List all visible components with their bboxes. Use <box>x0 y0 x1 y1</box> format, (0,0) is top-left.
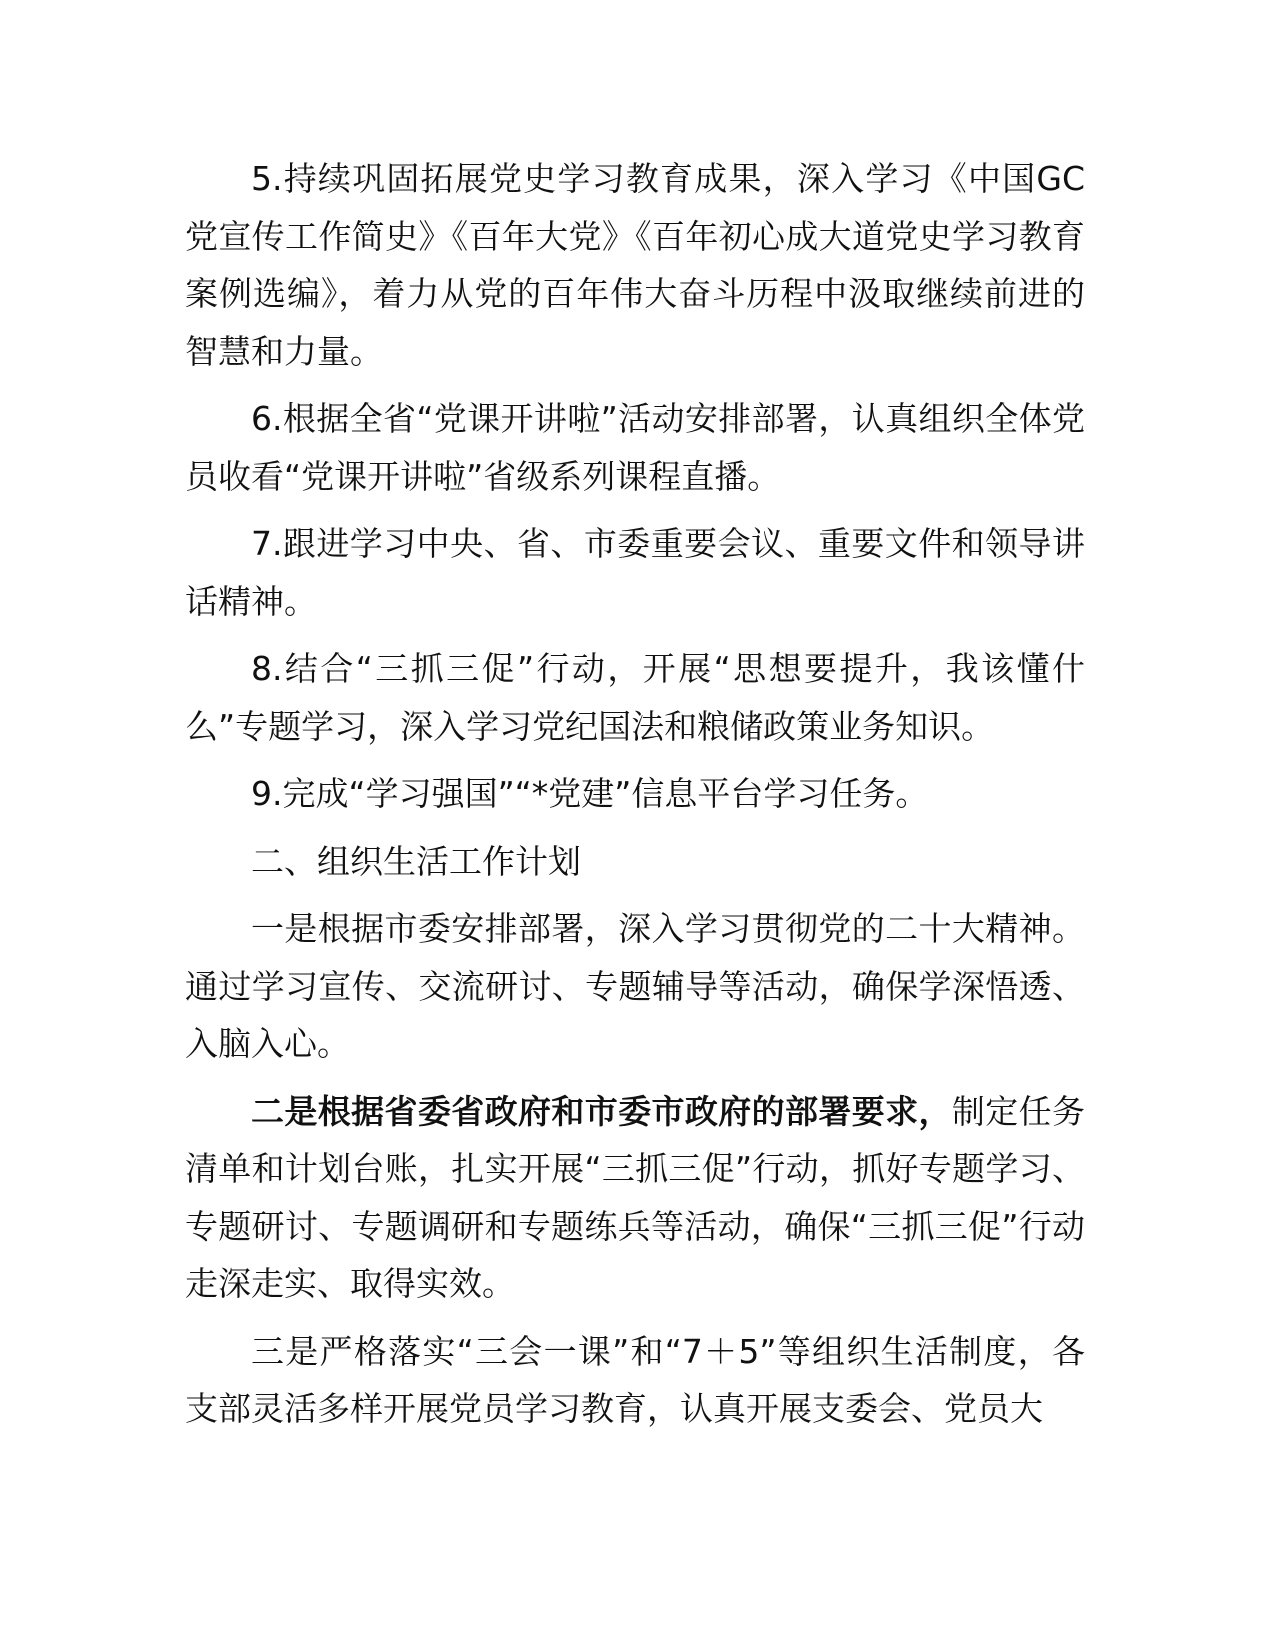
plan-item-2-lead: 二是根据省委省政府和市委市政府的部署要求， <box>251 1091 952 1131</box>
plan-item-2-text: 制定任务清单和计划台账，扎实开展“三抓三促”行动，抓好专题学习、专题研讨、专题调研和专题练兵等活动，确保“三抓三促”行动走深走实、取得实效。 <box>185 1091 1085 1303</box>
plan-item-2 <box>185 1083 1085 1313</box>
paragraph-item-6: 6.根据全省“党课开讲啦”活动安排部署，认真组织全体党员收看“党课开讲啦”省级系列课程直播。 <box>185 399 1085 496</box>
paragraph-item-7: 7.跟进学习中央、省、市委重要会议、重要文件和领导讲话精神。 <box>185 524 1085 621</box>
plan-item-3 <box>185 1323 1085 1438</box>
plan-item-1 <box>185 900 1085 1073</box>
paragraph-item-5: 5.持续巩固拓展党史学习教育成果，深入学习《中国GC党宣传工作简史》《百年大党》《百年初心成大道党史学习教育案例选编》，着力从党的百年伟大奋斗历程中汲取继续前进的智慧和力量。 <box>185 159 1085 371</box>
plan-item-1-text: 一是根据市委安排部署，深入学习贯彻党的二十大精神。通过学习宣传、交流研讨、专题辅导等活动，确保学深悟透、入脑入心。 <box>185 909 1085 1063</box>
plan-item-3-text: 三是严格落实“三会一课”和“7＋5”等组织生活制度，各支部灵活多样开展党员学习教育，认真开展支委会、党员大 <box>185 1331 1085 1428</box>
document-page <box>185 150 1085 1448</box>
section-heading: 二、组织生活工作计划 <box>251 841 581 881</box>
paragraph-item-8: 8.结合“三抓三促”行动，开展“思想要提升，我该懂什么”专题学习，深入学习党纪国法和粮储政策业务知识。 <box>185 649 1085 746</box>
paragraph-item-9: 9.完成“学习强国”“*党建”信息平台学习任务。 <box>251 774 929 813</box>
